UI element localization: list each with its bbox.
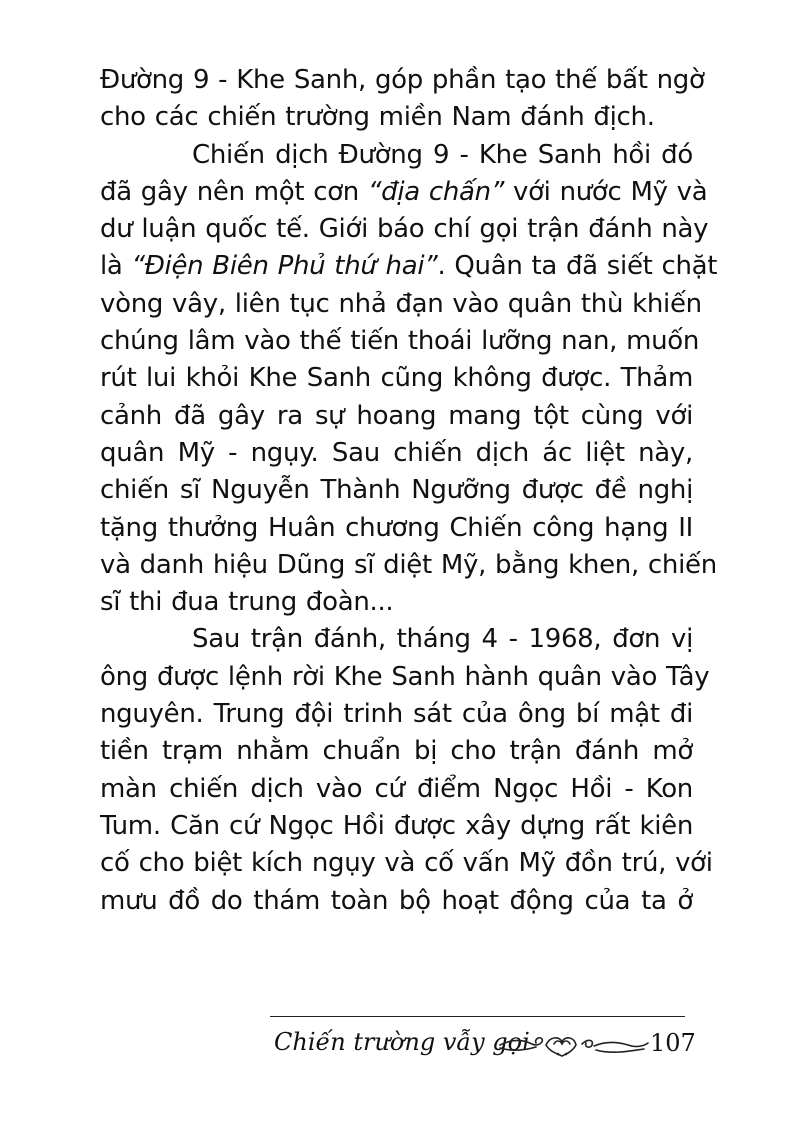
flourish-ornament-icon — [498, 1030, 650, 1060]
text-segment: . Quân ta đã siết chặt — [437, 251, 718, 282]
text-line: Sau trận đánh, tháng 4 - 1968, đơn vị — [192, 624, 693, 655]
text-line: rút lui khỏi Khe Sanh cũng không được. Thảm — [100, 363, 693, 394]
page-footer — [270, 1016, 696, 1066]
text-line: ông được lệnh rời Khe Sanh hành quân vào Tây — [100, 661, 710, 692]
text-line: và danh hiệu Dũng sĩ diệt Mỹ, bằng khen, chiến — [100, 549, 717, 580]
text-line: mưu đồ do thám toàn bộ hoạt động của ta ở — [100, 885, 693, 916]
text-line: Tum. Căn cứ Ngọc Hồi được xây dựng rất kiên — [100, 810, 693, 841]
footer-book-title: Chiến trường vẫy gọi — [274, 1028, 530, 1056]
text-line — [100, 174, 708, 211]
text-segment: đã gây nên một cơn — [100, 176, 368, 207]
paragraph-1 — [100, 62, 705, 137]
emphasis-dien-bien-phu: “Điện Biên Phủ thứ hai” — [131, 251, 438, 282]
text-line: Chiến dịch Đường 9 - Khe Sanh hồi đó — [192, 139, 693, 170]
text-line: màn chiến dịch vào cứ điểm Ngọc Hồi - Kon — [100, 773, 693, 804]
text-line: cho các chiến trường miền Nam đánh địch. — [100, 102, 655, 133]
text-line: cố cho biệt kích ngụy và cố vấn Mỹ đồn trú, với — [100, 848, 713, 879]
paragraph-2 — [100, 137, 718, 622]
text-line: cảnh đã gây ra sự hoang mang tột cùng với — [100, 400, 693, 431]
footer-divider — [270, 1016, 685, 1017]
text-line: sĩ thi đua trung đoàn... — [100, 587, 394, 618]
text-line — [100, 248, 718, 285]
text-segment: với nước Mỹ và — [504, 176, 708, 207]
text-line: nguyên. Trung đội trinh sát của ông bí mật đi — [100, 699, 693, 730]
text-line: tiền trạm nhằm chuẩn bị cho trận đánh mở — [100, 736, 693, 767]
page-body — [100, 62, 718, 920]
emphasis-dia-chan: “địa chấn” — [367, 176, 505, 207]
text-line: Đường 9 - Khe Sanh, góp phần tạo thế bất ngờ — [100, 65, 705, 95]
text-line: chiến sĩ Nguyễn Thành Ngưỡng được đề nghị — [100, 475, 693, 506]
text-line: quân Mỹ - ngụy. Sau chiến dịch ác liệt này, — [100, 437, 693, 468]
text-line: dư luận quốc tế. Giới báo chí gọi trận đánh này — [100, 214, 709, 245]
text-line: chúng lâm vào thế tiến thoái lưỡng nan, muốn — [100, 326, 700, 357]
text-line: tặng thưởng Huân chương Chiến công hạng II — [100, 512, 693, 543]
text-segment: là — [100, 251, 132, 282]
text-line: vòng vây, liên tục nhả đạn vào quân thù khiến — [100, 288, 702, 319]
page-number: 107 — [650, 1029, 696, 1057]
paragraph-3 — [100, 621, 713, 919]
